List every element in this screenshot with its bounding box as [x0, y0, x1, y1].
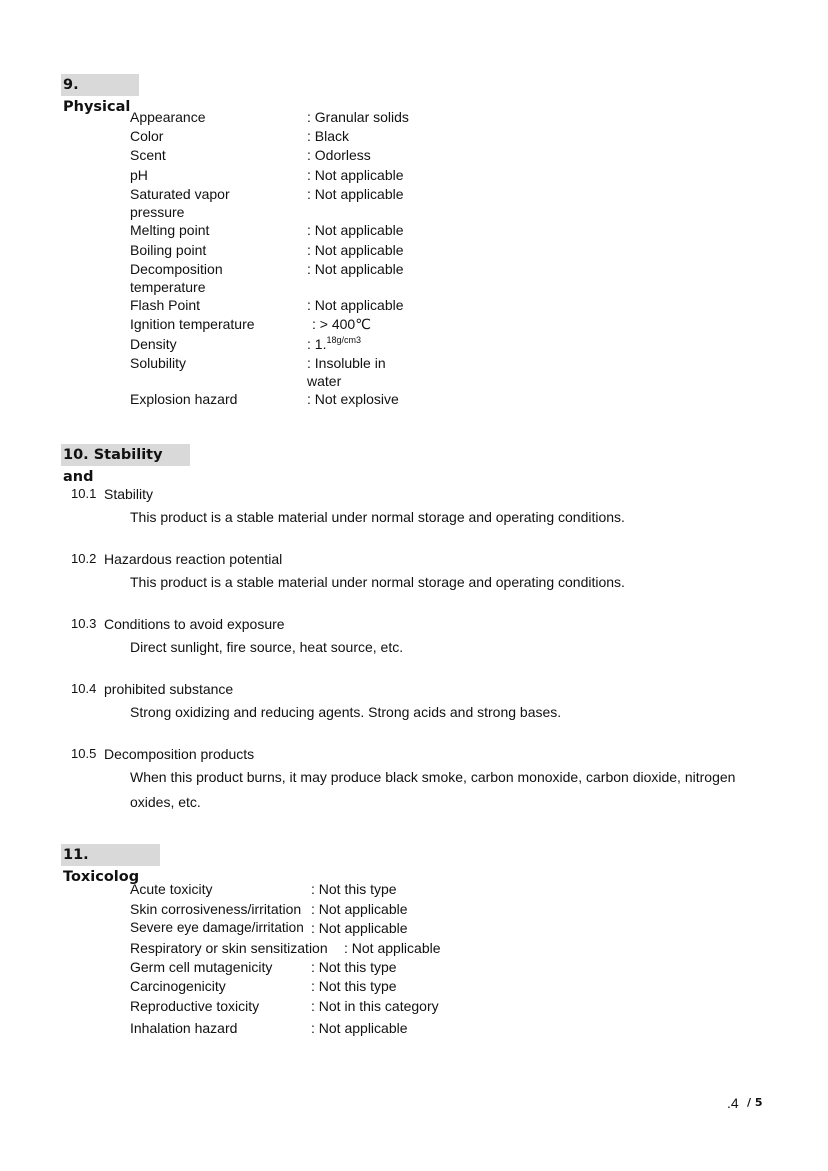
- property-value: : Not applicable: [307, 261, 404, 277]
- subsection-text: This product is a stable material under normal storage and operating conditions.: [130, 509, 625, 525]
- toxicology-label: Germ cell mutagenicity: [130, 959, 273, 975]
- property-value: : Not applicable: [307, 297, 404, 313]
- property-label: Solubility: [130, 355, 187, 371]
- toxicology-label: Inhalation hazard: [130, 1020, 238, 1036]
- property-value: : > 400℃: [312, 316, 371, 332]
- property-value: : Granular solids: [307, 109, 409, 125]
- property-label: Explosion hazard: [130, 391, 238, 407]
- subsection-title: Stability: [104, 486, 154, 502]
- subsection-number: 10.4: [71, 681, 97, 696]
- toxicology-value: : Not this type: [311, 978, 397, 994]
- property-value: : Odorless: [307, 147, 371, 163]
- property-value: : Not applicable: [307, 186, 404, 202]
- toxicology-value: : Not applicable: [311, 920, 408, 936]
- property-value: : Not explosive: [307, 391, 399, 407]
- toxicology-label: Respiratory or skin sensitization: [130, 940, 328, 956]
- subsection-number: 10.2: [71, 551, 97, 566]
- subsection-number: 10.1: [71, 486, 97, 501]
- density-value: : 1.: [307, 336, 327, 352]
- property-label: Appearance: [130, 109, 206, 125]
- property-value: : Insoluble in water: [307, 355, 386, 389]
- subsection-title: Hazardous reaction potential: [104, 551, 283, 567]
- property-value: : Not applicable: [307, 242, 404, 258]
- toxicology-value: : Not this type: [311, 959, 397, 975]
- toxicology-value: : Not this type: [311, 881, 397, 897]
- subsection-text: Direct sunlight, fire source, heat source, etc.: [130, 639, 404, 655]
- toxicology-value: : Not applicable: [311, 1020, 408, 1036]
- property-label: Melting point: [130, 222, 210, 238]
- property-label: Boiling point: [130, 242, 207, 258]
- toxicology-label: Acute toxicity: [130, 881, 213, 897]
- toxicology-value: : Not applicable: [344, 940, 441, 956]
- subsection-text: When this product burns, it may produce black smoke, carbon monoxide, carbon dioxide, nitrogen oxides, etc.: [130, 769, 736, 810]
- subsection-text: This product is a stable material under normal storage and operating conditions.: [130, 574, 625, 590]
- property-label: Density: [130, 336, 177, 352]
- section-11-heading: 11. Toxicolog: [61, 844, 160, 866]
- page-total: / 5: [747, 1096, 763, 1109]
- subsection-title: Decomposition products: [104, 746, 255, 762]
- page-number: .4: [727, 1095, 739, 1111]
- subsection-title: Conditions to avoid exposure: [104, 616, 285, 632]
- section-10-heading: 10. Stability and: [61, 444, 190, 466]
- toxicology-value: : Not in this category: [311, 998, 439, 1014]
- property-label: Scent: [130, 147, 166, 163]
- density-unit: 18g/cm3: [326, 335, 361, 345]
- toxicology-label: Severe eye damage/irritation: [130, 920, 304, 935]
- subsection-text: Strong oxidizing and reducing agents. Strong acids and strong bases.: [130, 704, 562, 720]
- property-label: Saturated vapor pressure: [130, 186, 230, 220]
- property-label: Color: [130, 128, 164, 144]
- section-9-heading: 9. Physical: [61, 74, 139, 96]
- property-value: [307, 335, 361, 353]
- property-value: : Black: [307, 128, 350, 144]
- property-label: pH: [130, 167, 148, 183]
- property-value: : Not applicable: [307, 167, 404, 183]
- subsection-number: 10.3: [71, 616, 97, 631]
- subsection-title: prohibited substance: [104, 681, 234, 697]
- toxicology-label: Reproductive toxicity: [130, 998, 260, 1014]
- subsection-number: 10.5: [71, 746, 97, 761]
- toxicology-label: Carcinogenicity: [130, 978, 226, 994]
- property-value: : Not applicable: [307, 222, 404, 238]
- toxicology-value: : Not applicable: [311, 901, 408, 917]
- property-label: Flash Point: [130, 297, 201, 313]
- toxicology-label: Skin corrosiveness/irritation: [130, 901, 302, 917]
- property-label: Ignition temperature: [130, 316, 255, 332]
- property-label: Decomposition temperature: [130, 261, 223, 295]
